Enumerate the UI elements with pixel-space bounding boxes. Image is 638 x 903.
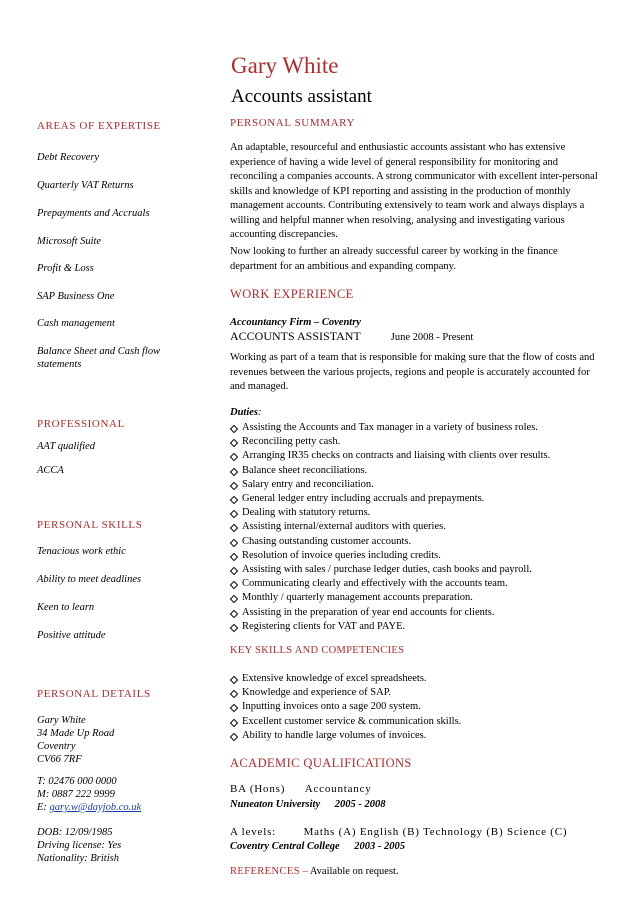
key-skill-item: Ability to handle large volumes of invoices.: [230, 729, 602, 743]
details-mobile: M: 0887 222 9999: [37, 789, 115, 800]
duties-list: [230, 421, 602, 634]
skill-item: Positive attitude: [37, 630, 106, 641]
duties-label: Duties:: [230, 407, 262, 418]
expertise-item: Debt Recovery: [37, 152, 100, 163]
expertise-item: Balance Sheet and Cash flow statements: [37, 346, 161, 370]
details-driving-license: Driving license: Yes: [37, 840, 122, 851]
job-dates: June 2008 - Present: [390, 332, 474, 343]
details-telephone: T: 02476 000 0000: [37, 776, 117, 787]
academic-qualifications-heading: ACADEMIC QUALIFICATIONS: [230, 756, 412, 770]
details-address-line: 34 Made Up Road: [37, 728, 115, 739]
references-text: Available on request.: [309, 866, 399, 877]
duty-item: Assisting the Accounts and Tax manager in a variety of business roles.: [230, 421, 602, 435]
skill-item: Tenacious work ethic: [37, 546, 126, 557]
key-skills-list: [230, 672, 602, 743]
duty-item: General ledger entry including accruals and prepayments.: [230, 492, 602, 506]
expertise-item: Cash management: [37, 318, 115, 329]
references-dash: –: [299, 866, 310, 877]
a-levels-label: A levels:: [230, 826, 277, 838]
work-intro: Working as part of a team that is responsible for making sure that the flow of costs and revenues between the various projects, regions and people is accurately accounted for and managed.: [230, 352, 595, 392]
expertise-item: SAP Business One: [37, 291, 115, 302]
work-experience-heading: WORK EXPERIENCE: [230, 287, 354, 301]
duty-item: Balance sheet reconciliations.: [230, 464, 602, 478]
duty-item: Assisting in the preparation of year end accounts for clients.: [230, 606, 602, 620]
duty-item: Monthly / quarterly management accounts preparation.: [230, 591, 602, 605]
key-skill-item: Knowledge and experience of SAP.: [230, 686, 602, 700]
duty-item: Arranging IR35 checks on contracts and liaising with clients over results.: [230, 449, 602, 463]
duty-item: Chasing outstanding customer accounts.: [230, 535, 602, 549]
references-heading: REFERENCES: [230, 866, 300, 877]
university-row: [230, 799, 602, 810]
expertise-item: Profit & Loss: [37, 263, 94, 274]
details-dob: DOB: 12/09/1985: [37, 827, 113, 838]
job-title: Accounts assistant: [231, 86, 372, 107]
duty-item: Communicating clearly and effectively with the accounts team.: [230, 577, 602, 591]
candidate-name: Gary White: [231, 53, 339, 78]
duty-item: Reconciling petty cash.: [230, 435, 602, 449]
key-skill-item: Inputting invoices onto a sage 200 system.: [230, 700, 602, 714]
summary-paragraph: An adaptable, resourceful and enthusiastic accounts assistant who has extensive experience of having a wide level of general responsibility for monitoring and reconciling a companies accounts. A strong communicator with excellent inter-personal skills and knowledge of KPI reporting and assisting in the production of monthly management accounts. Contributing extensively to team work and always displays a willing and helpful manner when resolving, analysing and investigating various accounting discrepancies.: [230, 142, 598, 240]
duty-item: Assisting with sales / purchase ledger duties, cash books and payroll.: [230, 563, 602, 577]
details-address-line: Coventry: [37, 741, 76, 752]
professional-heading: PROFESSIONAL: [37, 418, 125, 430]
duty-item: Registering clients for VAT and PAYE.: [230, 620, 602, 634]
expertise-item: Quarterly VAT Returns: [37, 180, 134, 191]
key-skill-item: Excellent customer service & communication skills.: [230, 715, 602, 729]
references-row: [230, 866, 602, 877]
job-role-row: [230, 327, 602, 345]
a-levels-subjects: Maths (A) English (B) Technology (B) Science (C): [303, 826, 568, 838]
personal-summary-heading: PERSONAL SUMMARY: [230, 117, 356, 129]
university-name: Nuneaton University: [230, 799, 321, 810]
a-levels-row: [230, 826, 602, 838]
skill-item: Ability to meet deadlines: [37, 574, 142, 585]
college-dates: 2003 - 2005: [354, 841, 406, 852]
professional-item: ACCA: [37, 465, 64, 476]
duty-item: Dealing with statutory returns.: [230, 506, 602, 520]
degree-label: BA (Hons): [230, 783, 286, 795]
personal-skills-heading: PERSONAL SKILLS: [37, 519, 143, 531]
email-link[interactable]: gary.w@dayjob.co.uk: [49, 802, 142, 813]
degree-subject: Accountancy: [304, 783, 372, 795]
details-email-row: [37, 801, 141, 814]
degree-row: [230, 783, 602, 795]
professional-item: AAT qualified: [37, 441, 96, 452]
details-nationality: Nationality: British: [37, 853, 119, 864]
personal-details-heading: PERSONAL DETAILS: [37, 688, 151, 700]
skill-item: Keen to learn: [37, 602, 95, 613]
college-name: Coventry Central College: [230, 841, 340, 852]
key-skills-heading: KEY SKILLS AND COMPETENCIES: [230, 645, 405, 656]
summary-paragraph: Now looking to further an already successful career by working in the finance department for an ambitious and expanding company.: [230, 246, 558, 272]
university-dates: 2005 - 2008: [334, 799, 386, 810]
details-postcode: CV66 7RF: [37, 754, 82, 765]
details-email-prefix: E:: [37, 802, 50, 813]
duty-item: Resolution of invoice queries including credits.: [230, 549, 602, 563]
company-name: Accountancy Firm – Coventry: [230, 317, 361, 328]
areas-of-expertise-heading: AREAS OF EXPERTISE: [37, 120, 161, 132]
key-skill-item: Extensive knowledge of excel spreadsheets.: [230, 672, 602, 686]
details-name: Gary White: [37, 715, 86, 726]
job-role: ACCOUNTS ASSISTANT: [230, 329, 361, 343]
duty-item: Salary entry and reconciliation.: [230, 478, 602, 492]
college-row: [230, 841, 602, 852]
expertise-item: Prepayments and Accruals: [37, 208, 150, 219]
duty-item: Assisting internal/external auditors with queries.: [230, 520, 602, 534]
expertise-item: Microsoft Suite: [37, 236, 102, 247]
